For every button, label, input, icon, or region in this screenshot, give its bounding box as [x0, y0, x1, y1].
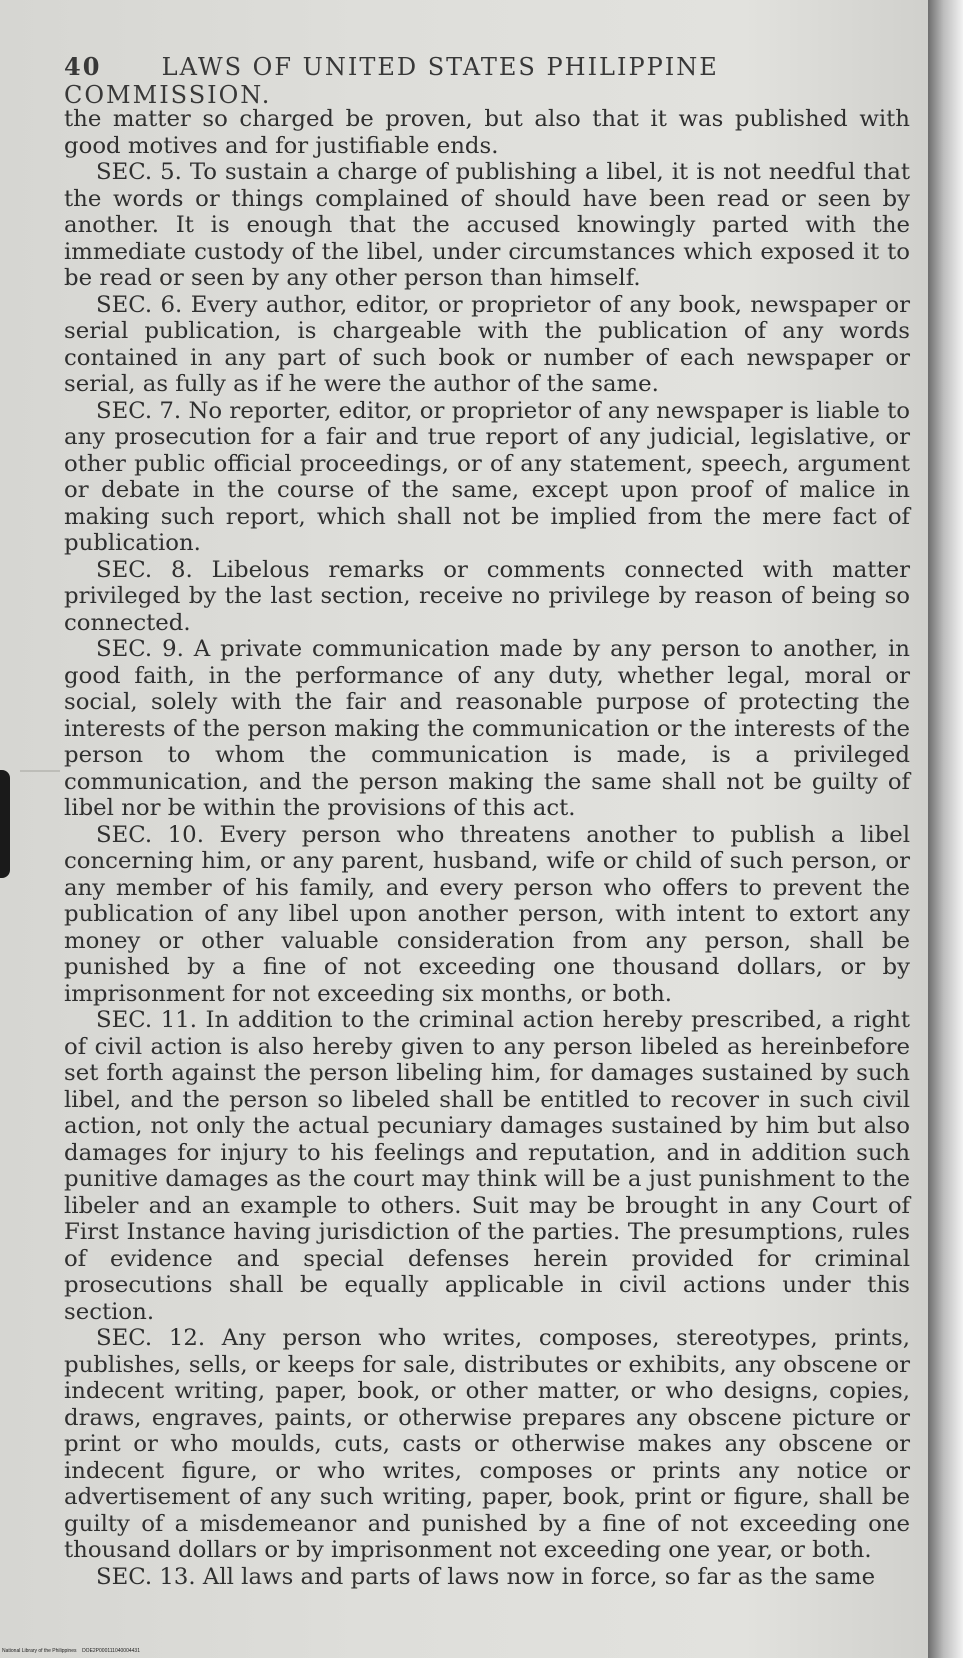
binding-shadow: [0, 770, 10, 878]
running-header: [64, 52, 924, 109]
body-text: [64, 106, 910, 1590]
credit-text: National Library of the Philippines: [2, 1648, 77, 1654]
section-9: SEC. 9. A private communication made by any person to another, in good faith, in the performance of any duty, whether legal, moral or social, solely with the fair and reasonable purpose of protecting the interests of the person making the communication or the interests of the person to whom the communication is made, is a privileged communication, and the person making the same shall not be guilty of libel nor be within the provisions of this act.: [64, 636, 910, 821]
page-edge: [928, 0, 963, 1658]
paragraph-continuation: the matter so charged be proven, but also that it was published with good motives and for justifiable ends.: [64, 106, 910, 159]
scan-credit: [2, 1648, 140, 1654]
margin-mark: [20, 770, 60, 772]
page-number: 40: [64, 52, 102, 81]
scan-id: DOE2P000111040004431: [82, 1648, 140, 1654]
section-8: SEC. 8. Libelous remarks or comments connected with matter privileged by the last section, receive no privilege by reason of being so connected.: [64, 556, 910, 636]
section-11: SEC. 11. In addition to the criminal action hereby prescribed, a right of civil action is also hereby given to any person libeled as hereinbefore set forth against the person libeling him, for damages sustained by such libel, and the person so libeled shall be entitled to recover in such civil action, not only the actual pecuniary damages sustained by him but also damages for injury to his feelings and reputation, and in addition such punitive damages as the court may think will be a just punishment to the libeler and an example to others. Suit may be brought in any Court of First Instance having jurisdiction of the parties. The presumptions, rules of evidence and special defenses herein provided for criminal prosecutions shall be equally applicable in civil actions under this section.: [64, 1007, 910, 1325]
section-6: SEC. 6. Every author, editor, or proprietor of any book, newspaper or serial publication, is chargeable with the publication of any words contained in any part of such book or number of each newspaper or serial, as fully as if he were the author of the same.: [64, 291, 910, 397]
running-title: LAWS OF UNITED STATES PHILIPPINE COMMISSION.: [64, 53, 719, 109]
section-12: SEC. 12. Any person who writes, composes, stereotypes, prints, publishes, sells, or keeps for sale, distributes or exhibits, any obscene or indecent writing, paper, book, or other matter, or who designs, copies, draws, engraves, paints, or otherwise prepares any obscene picture or print or who moulds, cuts, casts or otherwise makes any obscene or indecent figure, or who writes, composes or prints any notice or advertisement of any such writing, paper, book, print or figure, shall be guilty of a misdemeanor and punished by a fine of not exceeding one thousand dollars or by imprisonment not exceeding one year, or both.: [64, 1325, 910, 1563]
section-5: SEC. 5. To sustain a charge of publishing a libel, it is not needful that the words or things complained of should have been read or seen by another. It is enough that the accused knowingly parted with the immediate custody of the libel, under circumstances which exposed it to be read or seen by any other person than himself.: [64, 159, 910, 291]
section-10: SEC. 10. Every person who threatens another to publish a libel concerning him, or any parent, husband, wife or child of such person, or any member of his family, and every person who offers to prevent the publication of any libel upon another person, with intent to extort any money or other valuable consideration from any person, shall be punished by a fine of not exceeding one thousand dollars, or by imprisonment for not exceeding six months, or both.: [64, 821, 910, 1007]
section-13: SEC. 13. All laws and parts of laws now in force, so far as the same: [96, 1563, 876, 1590]
section-7: SEC. 7. No reporter, editor, or proprietor of any newspaper is liable to any prosecution for a fair and true report of any judicial, legislative, or other public official proceedings, or of any statement, speech, argument or debate in the course of the same, except upon proof of malice in making such report, which shall not be implied from the mere fact of publication.: [64, 397, 910, 556]
